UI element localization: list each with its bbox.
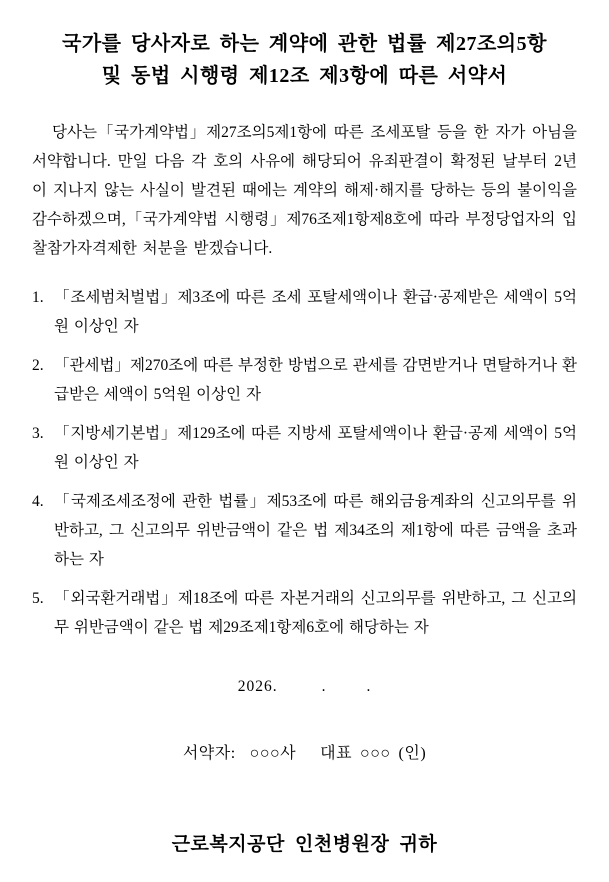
clause-text: 「지방세기본법」제129조에 따른 지방세 포탈세액이나 환급·공제 세액이 5억원 이상인 자 xyxy=(54,425,577,471)
clause-item xyxy=(32,584,577,642)
page-title-line-1: 국가를 당사자로 하는 계약에 관한 법률 제27조의5항 xyxy=(62,33,547,55)
date-line xyxy=(26,678,583,696)
clause-text: 「관세법」제270조에 따른 부정한 방법으로 관세를 감면받거나 면탈하거나 환급받은 세액이 5억원 이상인 자 xyxy=(54,357,577,403)
date-day-dot: . xyxy=(366,678,372,695)
intro-text: 당사는「국가계약법」제27조의5제1항에 따른 조세포탈 등을 한 자가 아님을 서약합니다. 만일 다음 각 호의 사유에 해당되어 유죄판결이 확정된 날부터 2년이 지나지 않는 사실이 발견된 때에는 계약의 해제·해지를 당하는 등의 불이익을 감수하겠으며,「국가계약법 시행령」제76조제1항제8호에 따라 부정당업자의 입찰참가자격제한 처분을 받겠습니다. xyxy=(32,124,577,257)
clause-text: 「국제조세조정에 관한 법률」제53조에 따른 해외금융계좌의 신고의무를 위반하고, 그 신고의무 위반금액이 같은 법 제34조의 제1항에 따른 금액을 초과하는 자 xyxy=(54,493,577,568)
clause-list xyxy=(26,283,583,642)
recipient-line: 근로복지공단 인천병원장 귀하 xyxy=(171,834,438,855)
clause-item xyxy=(32,351,577,409)
clause-item xyxy=(32,487,577,574)
clause-item xyxy=(32,419,577,477)
page-title xyxy=(26,28,583,92)
representative-name: ○○○ xyxy=(360,745,391,762)
representative-label: 대표 xyxy=(320,745,353,762)
clause-text: 「외국환거래법」제18조에 따른 자본거래의 신고의무를 위반하고, 그 신고의무 위반금액이 같은 법 제29조제1항제6호에 해당하는 자 xyxy=(54,590,577,636)
intro-paragraph xyxy=(26,118,583,263)
clause-text: 「조세범처벌법」제3조에 따른 조세 포탈세액이나 환급·공제받은 세액이 5억원 이상인 자 xyxy=(54,289,577,335)
page-title-line-2: 및 동법 시행령 제12조 제3항에 따른 서약서 xyxy=(101,65,508,87)
signer-label: 서약자: xyxy=(182,745,236,762)
date-month-dot: . xyxy=(321,678,327,695)
seal-mark: (인) xyxy=(398,745,427,762)
clause-item xyxy=(32,283,577,341)
signature-line xyxy=(26,740,583,763)
date-year: 2026. xyxy=(237,678,278,695)
signer-company: ○○○사 xyxy=(249,745,297,762)
